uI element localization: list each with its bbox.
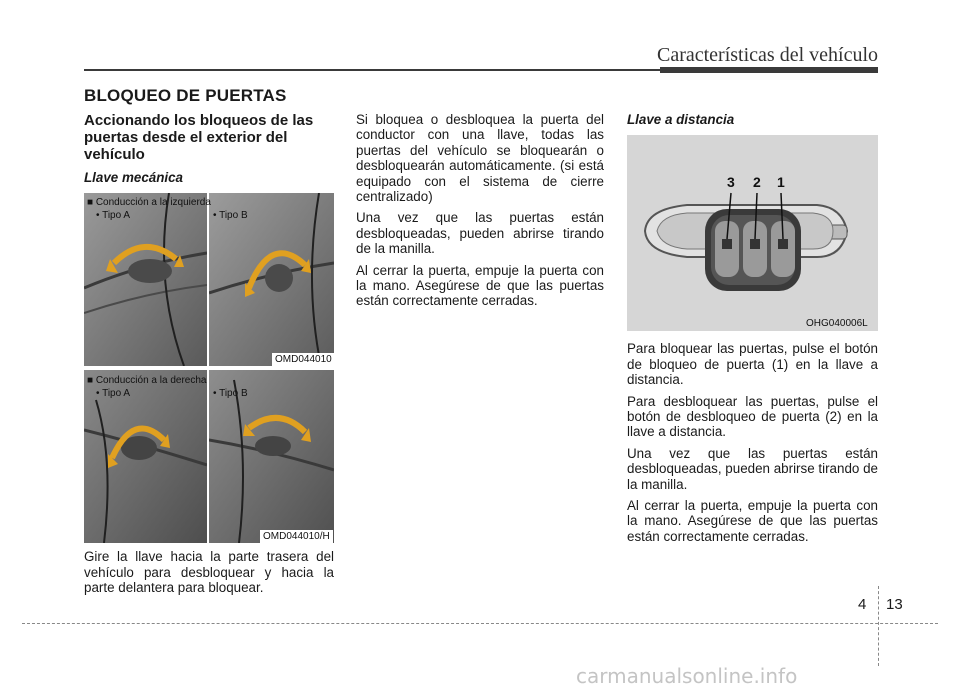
footer-rule xyxy=(22,623,938,624)
col2-paragraph-1: Si bloquea o desbloquea la puerta del conductor con una llave, todas las puertas del vehículo se bloquearán o desbloquearán automáticamente. (si está equipado con el sistema de cierre centralizado) xyxy=(356,112,604,205)
section-title: BLOQUEO DE PUERTAS xyxy=(84,86,287,105)
header-rule-accent xyxy=(660,67,878,73)
remote-key-figure xyxy=(627,135,878,331)
tipo-a-label-rhd: • Tipo A xyxy=(96,388,131,400)
col3-paragraph-4: Al cerrar la puerta, empuje la puerta con la mano. Asegúrese de que las puertas están correctamente cerradas. xyxy=(627,498,878,544)
col3-paragraph-1: Para bloquear las puertas, pulse el botón de bloqueo de puerta (1) en la llave a distancia. xyxy=(627,341,878,388)
watermark: carmanualsonline.info xyxy=(576,664,798,688)
footer-divider xyxy=(878,586,879,666)
figure-divider-vertical xyxy=(207,193,209,543)
page-number: 13 xyxy=(886,596,903,613)
tipo-b-label-rhd: • Tipo B xyxy=(213,388,248,400)
col1-body: Gire la llave hacia la parte trasera del vehículo para desbloquear y hacia la parte delantera para bloquear. xyxy=(84,549,334,596)
figure-divider xyxy=(84,366,334,370)
figure-code-bottom: OMD044010/H xyxy=(260,530,333,543)
column-2 xyxy=(356,112,604,315)
col3-paragraph-2: Para desbloquear las puertas, pulse el botón de desbloqueo de puerta (2) en la llave a distancia. xyxy=(627,393,878,440)
lhd-label: ■ Conducción a la izquierda xyxy=(87,197,211,209)
tipo-b-label: • Tipo B xyxy=(213,210,248,222)
callout-1: 1 xyxy=(777,174,785,191)
col2-paragraph-2: Una vez que las puertas están desbloqueadas, pueden abrirse tirando de la manilla. xyxy=(356,210,604,257)
col3-paragraph-3: Una vez que las puertas están desbloqueadas, pueden abrirse tirando de la manilla. xyxy=(627,445,878,492)
remote-figure-code: OHG040006L xyxy=(806,318,868,330)
callout-3: 3 xyxy=(727,174,735,191)
figure-code-top: OMD044010 xyxy=(272,353,334,366)
column-1 xyxy=(84,112,334,602)
col1-heading: Accionando los bloqueos de las puertas desde el exterior del vehículo xyxy=(84,112,314,163)
section-number: 4 xyxy=(858,596,867,613)
col2-paragraph-3: Al cerrar la puerta, empuje la puerta con la mano. Asegúrese de que las puertas están correctamente cerradas. xyxy=(356,262,604,309)
col1-subheading: Llave mecánica xyxy=(84,170,184,185)
remote-key-illustration xyxy=(627,135,878,331)
column-3 xyxy=(627,112,878,550)
mechanical-key-figure xyxy=(84,193,334,543)
rhd-label: ■ Conducción a la derecha xyxy=(87,375,207,387)
header-title: Características del vehículo xyxy=(656,44,878,66)
callout-2: 2 xyxy=(753,174,761,191)
col3-subheading: Llave a distancia xyxy=(627,112,735,127)
tipo-a-label: • Tipo A xyxy=(96,210,131,222)
